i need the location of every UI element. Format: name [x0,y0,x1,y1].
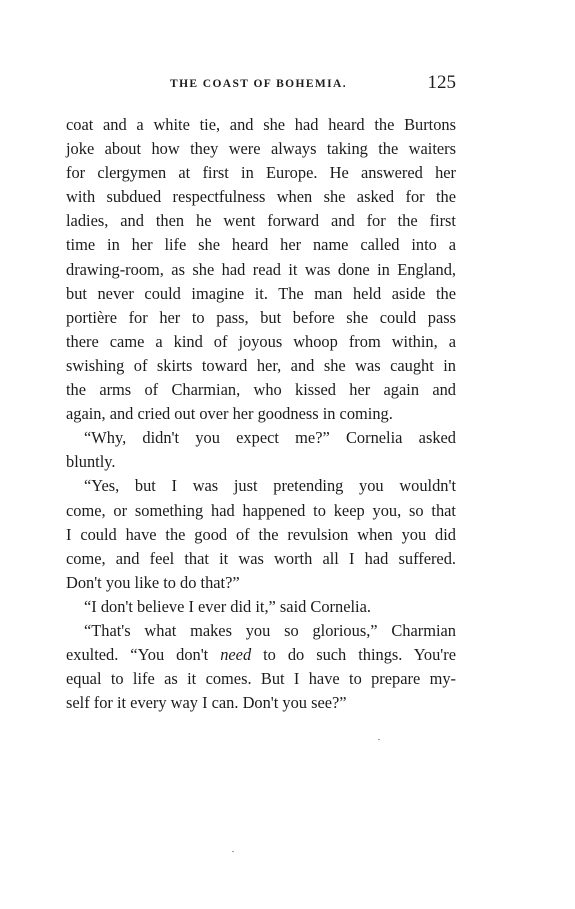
text-line-part: to do such things. You're [251,645,456,665]
text-line: joke about how they were always taking the waiters [66,139,456,159]
text-line: “Why, didn't you expect me?” Cornelia asked [84,428,456,448]
text-line: the arms of Charmian, who kissed her again and [66,380,456,400]
text-line: coat and a white tie, and she had heard the Burtons [66,115,456,134]
text-line: “Yes, but I was just pretending you wouldn't [84,476,456,496]
text-line: there came a kind of joyous whoop from within, a [66,331,456,351]
paragraph-end-line: bluntly. [66,452,116,472]
text-line: “That's what makes you so glorious,” Charmian [84,620,456,640]
text-line: come, and feel that it was worth all I had suffered. [66,548,456,568]
text-line: time in her life she heard her name called into a [66,235,456,255]
text-line: ladies, and then he went forward and for the first [66,211,456,231]
text-line: drawing-room, as she had read it was done in England, [66,259,456,279]
text-line: portière for her to pass, but before she could pass [66,307,456,327]
italic-word: need [220,645,252,665]
text-line: but never could imagine it. The man held aside the [66,283,456,303]
paper-speck [378,739,380,740]
running-head [66,72,456,96]
text-line-part: exulted. “You don't [66,645,221,665]
paragraph-end-line: Don't you like to do that?” [66,572,240,592]
text-line: “I don't believe I ever did it,” said Cornelia. [84,596,371,616]
text-line: equal to life as it comes. But I have to prepare my- [66,669,456,689]
text-line [66,643,456,667]
body-text [66,113,456,715]
paragraph-end-line: again, and cried out over her goodness in coming. [66,404,393,424]
text-line: swishing of skirts toward her, and she was caught in [66,355,456,375]
text-line: with subdued respectfulness when she asked for the [66,187,456,207]
running-title: THE COAST OF BOHEMIA. [170,78,348,90]
page-number: 125 [427,72,456,93]
text-line: come, or something had happened to keep you, so that [66,500,456,520]
paper-speck [232,851,234,852]
text-line: for clergymen at first in Europe. He answered her [66,163,456,183]
paragraph-end-line: self for it every way I can. Don't you see?” [66,693,347,713]
text-line: I could have the good of the revulsion when you did [66,524,456,544]
